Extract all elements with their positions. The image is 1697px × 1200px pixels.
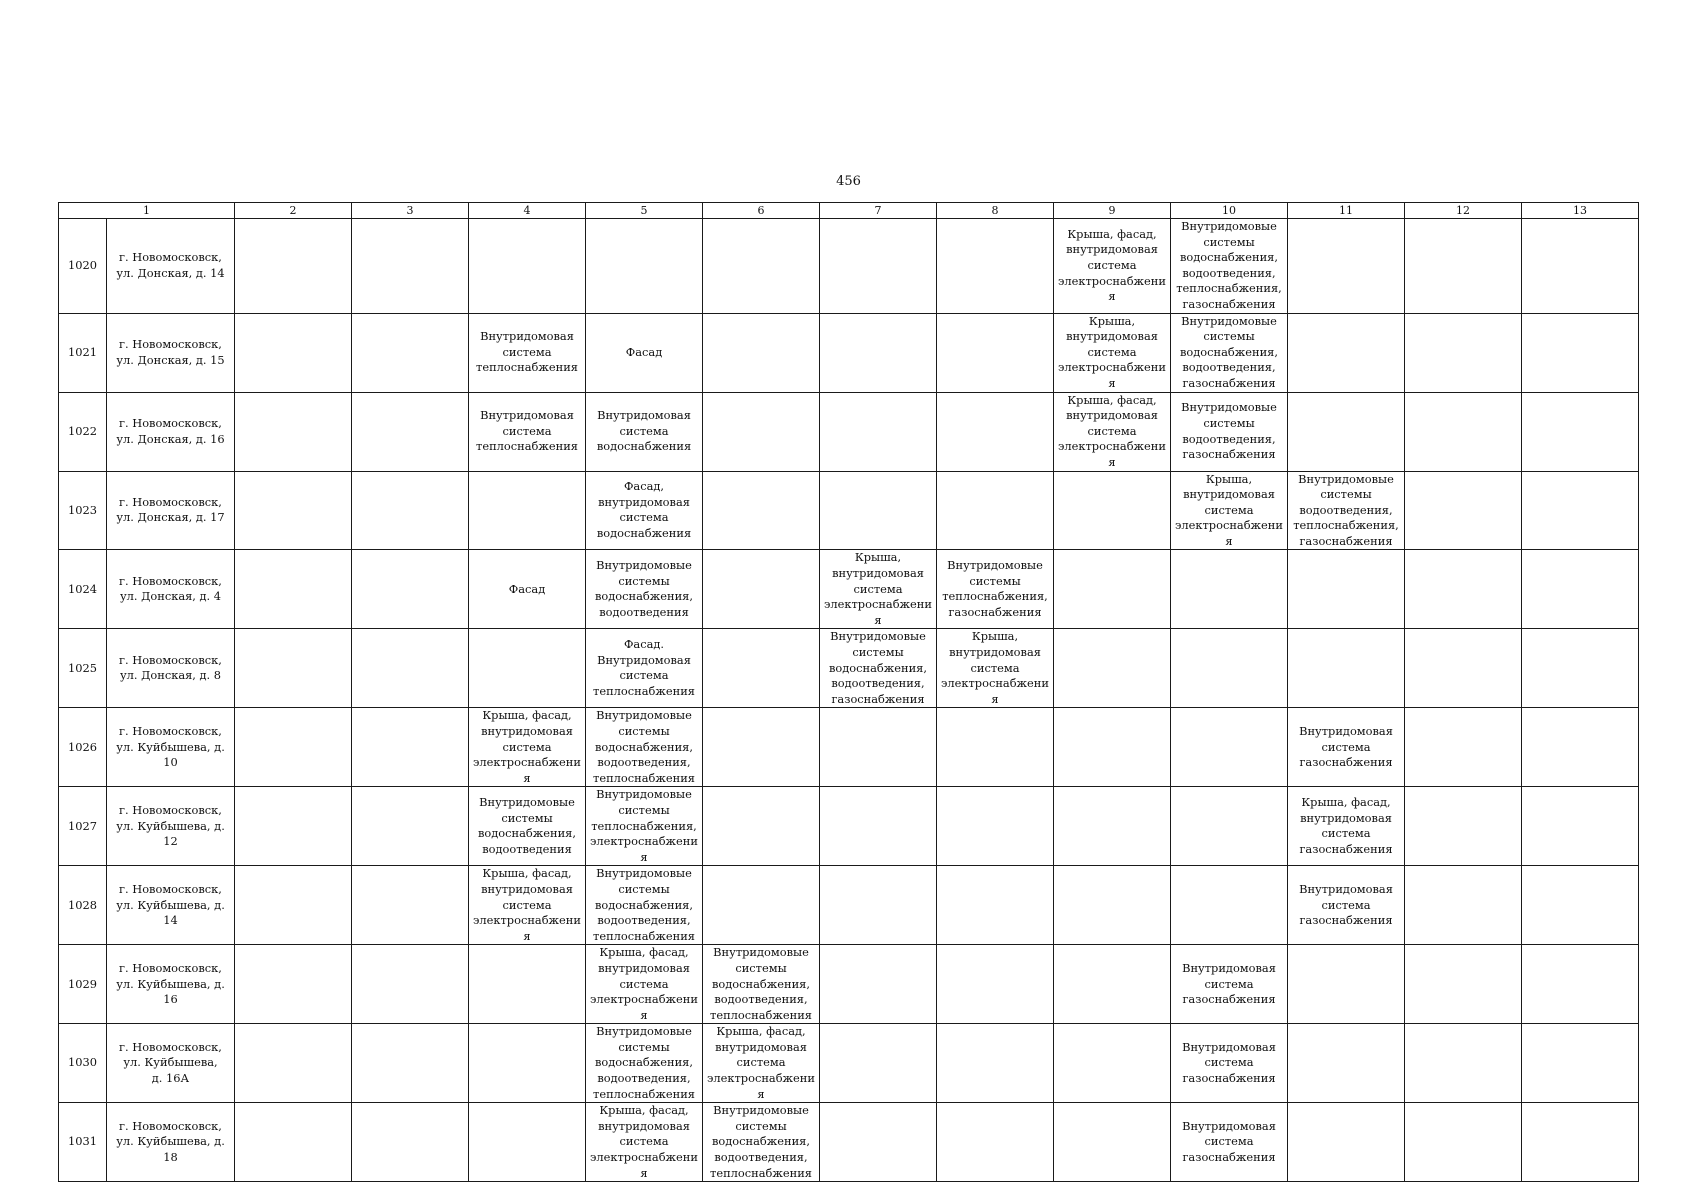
row-address: г. Новомосковск, ул. Донская, д. 17	[107, 471, 235, 550]
table-cell-col-9: Крыша, внутридомовая система электроснабжения	[1054, 313, 1171, 392]
table-cell-col-7: Внутридомовые системы водоснабжения, водоотведения, газоснабжения	[820, 629, 937, 708]
row-address: г. Новомосковск, ул. Куйбышева, д. 14	[107, 866, 235, 945]
table-cell-col-6	[703, 708, 820, 787]
table-cell-col-12	[1405, 866, 1522, 945]
table-cell-col-8: Внутридомовые системы теплоснабжения, газоснабжения	[937, 550, 1054, 629]
row-number: 1030	[59, 1024, 107, 1103]
table-header	[59, 203, 1639, 219]
table-cell-col-3	[352, 629, 469, 708]
row-number: 1028	[59, 866, 107, 945]
table-cell-col-3	[352, 708, 469, 787]
table-cell-col-8	[937, 1103, 1054, 1182]
table-cell-col-5: Фасад. Внутридомовая система теплоснабжения	[586, 629, 703, 708]
table-cell-col-5: Внутридомовые системы водоснабжения, водоотведения, теплоснабжения	[586, 708, 703, 787]
column-header-3: 3	[352, 203, 469, 219]
table-row	[59, 1024, 1639, 1103]
table-cell-col-9	[1054, 550, 1171, 629]
table-cell-col-10	[1171, 866, 1288, 945]
column-header-11: 11	[1288, 203, 1405, 219]
table-cell-col-5: Внутридомовые системы водоснабжения, водоотведения, теплоснабжения	[586, 1024, 703, 1103]
table-cell-col-6: Внутридомовые системы водоснабжения, водоотведения, теплоснабжения	[703, 1103, 820, 1182]
table-cell-col-6: Внутридомовые системы водоснабжения, водоотведения, теплоснабжения	[703, 945, 820, 1024]
table-cell-col-3	[352, 1024, 469, 1103]
table-cell-col-4	[469, 1024, 586, 1103]
table-row	[59, 550, 1639, 629]
table-cell-col-3	[352, 945, 469, 1024]
table-cell-col-9	[1054, 471, 1171, 550]
row-address: г. Новомосковск, ул. Куйбышева, д. 16	[107, 945, 235, 1024]
table-cell-col-11	[1288, 313, 1405, 392]
table-cell-col-12	[1405, 471, 1522, 550]
table-cell-col-12	[1405, 1103, 1522, 1182]
row-address: г. Новомосковск, ул. Донская, д. 16	[107, 392, 235, 471]
table-cell-col-10	[1171, 629, 1288, 708]
table-cell-col-5	[586, 219, 703, 314]
table-cell-col-8	[937, 866, 1054, 945]
row-address: г. Новомосковск, ул. Куйбышева, д. 12	[107, 787, 235, 866]
table-row	[59, 313, 1639, 392]
table-cell-col-5: Внутридомовые системы водоснабжения, водоотведения, теплоснабжения	[586, 866, 703, 945]
table-cell-col-11	[1288, 945, 1405, 1024]
table-cell-col-12	[1405, 392, 1522, 471]
header-row	[59, 203, 1639, 219]
table-cell-col-13	[1522, 1024, 1639, 1103]
table-cell-col-3	[352, 219, 469, 314]
table-cell-col-2	[235, 471, 352, 550]
table-cell-col-11	[1288, 392, 1405, 471]
table-cell-col-10: Внутридомовая система газоснабжения	[1171, 1024, 1288, 1103]
table-cell-col-2	[235, 1103, 352, 1182]
table-cell-col-2	[235, 313, 352, 392]
table-cell-col-12	[1405, 219, 1522, 314]
table-cell-col-2	[235, 550, 352, 629]
row-number: 1022	[59, 392, 107, 471]
table-cell-col-11	[1288, 1103, 1405, 1182]
table-cell-col-6	[703, 313, 820, 392]
table-cell-col-8	[937, 1024, 1054, 1103]
table-cell-col-5: Крыша, фасад, внутридомовая система электроснабжения	[586, 1103, 703, 1182]
table-cell-col-7	[820, 1024, 937, 1103]
table-cell-col-2	[235, 708, 352, 787]
row-number: 1023	[59, 471, 107, 550]
table-cell-col-4: Внутридомовая система теплоснабжения	[469, 392, 586, 471]
table-cell-col-13	[1522, 471, 1639, 550]
table-cell-col-4: Фасад	[469, 550, 586, 629]
table-cell-col-13	[1522, 1103, 1639, 1182]
table-cell-col-6	[703, 219, 820, 314]
table-cell-col-8	[937, 471, 1054, 550]
page-number: 456	[836, 174, 861, 189]
table-cell-col-7	[820, 471, 937, 550]
table-cell-col-11: Внутридомовая система газоснабжения	[1288, 866, 1405, 945]
table-cell-col-3	[352, 471, 469, 550]
row-number: 1024	[59, 550, 107, 629]
table-cell-col-11: Внутридомовые системы водоотведения, теплоснабжения, газоснабжения	[1288, 471, 1405, 550]
row-address: г. Новомосковск, ул. Донская, д. 8	[107, 629, 235, 708]
table-row	[59, 219, 1639, 314]
table-cell-col-6	[703, 471, 820, 550]
table-cell-col-6	[703, 866, 820, 945]
table-cell-col-6	[703, 787, 820, 866]
row-number: 1025	[59, 629, 107, 708]
table-cell-col-12	[1405, 313, 1522, 392]
table-cell-col-9	[1054, 866, 1171, 945]
table-cell-col-12	[1405, 550, 1522, 629]
repair-schedule-table	[58, 202, 1639, 1182]
table-cell-col-13	[1522, 708, 1639, 787]
table-cell-col-4: Крыша, фасад, внутридомовая система электроснабжения	[469, 866, 586, 945]
table-cell-col-2	[235, 945, 352, 1024]
table-cell-col-9	[1054, 708, 1171, 787]
table-cell-col-13	[1522, 787, 1639, 866]
table-cell-col-6	[703, 392, 820, 471]
table-cell-col-10: Крыша, внутридомовая система электроснабжения	[1171, 471, 1288, 550]
table-cell-col-9: Крыша, фасад, внутридомовая система электроснабжения	[1054, 392, 1171, 471]
table-cell-col-4	[469, 629, 586, 708]
table-cell-col-8	[937, 708, 1054, 787]
table-cell-col-5: Крыша, фасад, внутридомовая система электроснабжения	[586, 945, 703, 1024]
column-header-13: 13	[1522, 203, 1639, 219]
table-row	[59, 471, 1639, 550]
table-cell-col-13	[1522, 392, 1639, 471]
table-row	[59, 866, 1639, 945]
table-cell-col-13	[1522, 550, 1639, 629]
table-cell-col-12	[1405, 629, 1522, 708]
table-cell-col-4	[469, 1103, 586, 1182]
table-cell-col-7	[820, 1103, 937, 1182]
table-cell-col-6: Крыша, фасад, внутридомовая система электроснабжения	[703, 1024, 820, 1103]
table-cell-col-9	[1054, 1103, 1171, 1182]
table-cell-col-7	[820, 313, 937, 392]
table-cell-col-7	[820, 787, 937, 866]
table-cell-col-3	[352, 866, 469, 945]
table-cell-col-2	[235, 787, 352, 866]
table-cell-col-13	[1522, 219, 1639, 314]
column-header-6: 6	[703, 203, 820, 219]
table-cell-col-8	[937, 945, 1054, 1024]
table-cell-col-7	[820, 945, 937, 1024]
table-cell-col-3	[352, 1103, 469, 1182]
table-cell-col-5: Внутридомовая система водоснабжения	[586, 392, 703, 471]
row-address: г. Новомосковск, ул. Донская, д. 4	[107, 550, 235, 629]
table-cell-col-4: Крыша, фасад, внутридомовая система электроснабжения	[469, 708, 586, 787]
table-cell-col-10	[1171, 787, 1288, 866]
table-cell-col-13	[1522, 629, 1639, 708]
table-body	[59, 219, 1639, 1182]
row-number: 1029	[59, 945, 107, 1024]
column-header-12: 12	[1405, 203, 1522, 219]
table-cell-col-2	[235, 629, 352, 708]
table-cell-col-12	[1405, 945, 1522, 1024]
table-cell-col-2	[235, 866, 352, 945]
row-address: г. Новомосковск, ул. Донская, д. 15	[107, 313, 235, 392]
column-header-1: 1	[59, 203, 235, 219]
table-cell-col-12	[1405, 787, 1522, 866]
table-cell-col-3	[352, 550, 469, 629]
table-cell-col-4	[469, 945, 586, 1024]
table-cell-col-10	[1171, 708, 1288, 787]
table-cell-col-11	[1288, 629, 1405, 708]
table-cell-col-13	[1522, 313, 1639, 392]
row-address: г. Новомосковск, ул. Куйбышева, д. 18	[107, 1103, 235, 1182]
table-cell-col-10: Внутридомовые системы водоснабжения, водоотведения, теплоснабжения, газоснабжения	[1171, 219, 1288, 314]
column-header-9: 9	[1054, 203, 1171, 219]
table-cell-col-5: Фасад, внутридомовая система водоснабжения	[586, 471, 703, 550]
table-cell-col-11	[1288, 219, 1405, 314]
table-cell-col-11	[1288, 1024, 1405, 1103]
column-header-5: 5	[586, 203, 703, 219]
table-cell-col-13	[1522, 945, 1639, 1024]
column-header-10: 10	[1171, 203, 1288, 219]
table-cell-col-12	[1405, 1024, 1522, 1103]
table-cell-col-5: Внутридомовые системы теплоснабжения, электроснабжения	[586, 787, 703, 866]
table-row	[59, 945, 1639, 1024]
table-cell-col-10: Внутридомовые системы водоснабжения, водоотведения, газоснабжения	[1171, 313, 1288, 392]
table-cell-col-6	[703, 629, 820, 708]
table-cell-col-10: Внутридомовая система газоснабжения	[1171, 945, 1288, 1024]
row-number: 1027	[59, 787, 107, 866]
table-cell-col-3	[352, 392, 469, 471]
row-number: 1031	[59, 1103, 107, 1182]
table-cell-col-10: Внутридомовая система газоснабжения	[1171, 1103, 1288, 1182]
table-cell-col-11: Внутридомовая система газоснабжения	[1288, 708, 1405, 787]
table-cell-col-3	[352, 787, 469, 866]
table-cell-col-8	[937, 787, 1054, 866]
table-cell-col-5: Внутридомовые системы водоснабжения, водоотведения	[586, 550, 703, 629]
column-header-4: 4	[469, 203, 586, 219]
row-address: г. Новомосковск, ул. Донская, д. 14	[107, 219, 235, 314]
table-cell-col-9	[1054, 629, 1171, 708]
row-address: г. Новомосковск, ул. Куйбышева, д. 16А	[107, 1024, 235, 1103]
row-number: 1020	[59, 219, 107, 314]
table-cell-col-9	[1054, 1024, 1171, 1103]
table-cell-col-6	[703, 550, 820, 629]
column-header-7: 7	[820, 203, 937, 219]
table-cell-col-7	[820, 219, 937, 314]
column-header-8: 8	[937, 203, 1054, 219]
table-cell-col-8	[937, 392, 1054, 471]
table-cell-col-4	[469, 219, 586, 314]
table-cell-col-4	[469, 471, 586, 550]
table-row	[59, 787, 1639, 866]
row-number: 1026	[59, 708, 107, 787]
table-cell-col-2	[235, 392, 352, 471]
table-cell-col-7	[820, 866, 937, 945]
table-cell-col-8	[937, 313, 1054, 392]
table-row	[59, 629, 1639, 708]
table-cell-col-10: Внутридомовые системы водоотведения, газоснабжения	[1171, 392, 1288, 471]
table-cell-col-9	[1054, 945, 1171, 1024]
table-cell-col-10	[1171, 550, 1288, 629]
table-cell-col-5: Фасад	[586, 313, 703, 392]
table-cell-col-9: Крыша, фасад, внутридомовая система электроснабжения	[1054, 219, 1171, 314]
row-address: г. Новомосковск, ул. Куйбышева, д. 10	[107, 708, 235, 787]
table-cell-col-8	[937, 219, 1054, 314]
table-cell-col-4: Внутридомовая система теплоснабжения	[469, 313, 586, 392]
table-cell-col-7	[820, 392, 937, 471]
table-row	[59, 392, 1639, 471]
table-cell-col-9	[1054, 787, 1171, 866]
table-cell-col-7: Крыша, внутридомовая система электроснабжения	[820, 550, 937, 629]
table-cell-col-4: Внутридомовые системы водоснабжения, водоотведения	[469, 787, 586, 866]
table-cell-col-2	[235, 219, 352, 314]
table-cell-col-8: Крыша, внутридомовая система электроснабжения	[937, 629, 1054, 708]
table-cell-col-7	[820, 708, 937, 787]
table-cell-col-2	[235, 1024, 352, 1103]
row-number: 1021	[59, 313, 107, 392]
column-header-2: 2	[235, 203, 352, 219]
table-cell-col-12	[1405, 708, 1522, 787]
table-cell-col-11: Крыша, фасад, внутридомовая система газоснабжения	[1288, 787, 1405, 866]
table-cell-col-11	[1288, 550, 1405, 629]
table-cell-col-13	[1522, 866, 1639, 945]
table-row	[59, 708, 1639, 787]
table-cell-col-3	[352, 313, 469, 392]
table-row	[59, 1103, 1639, 1182]
